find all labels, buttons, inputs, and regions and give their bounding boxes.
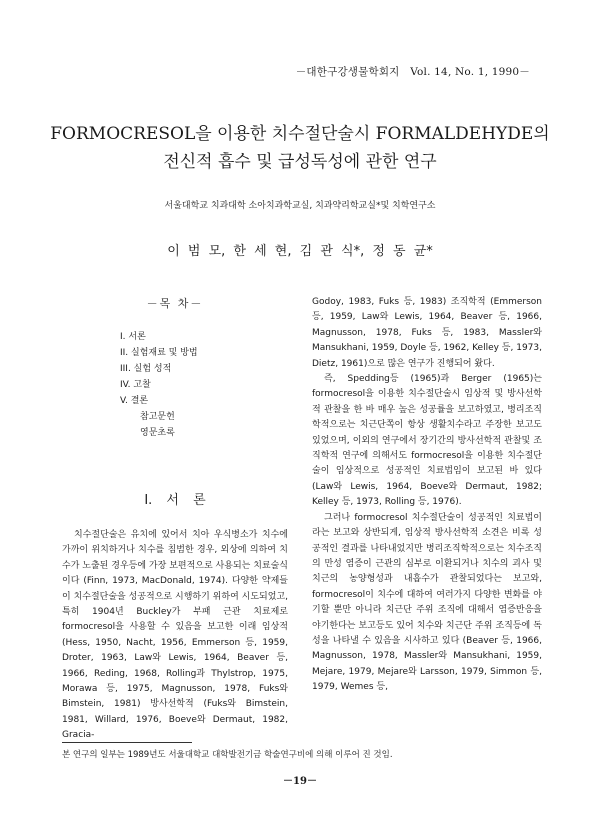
section-heading-introduction: I. 서 론 — [144, 493, 206, 508]
toc-item: 영문초록 — [140, 428, 175, 438]
page-number: －19－ — [283, 776, 317, 787]
toc-title: －목 차－ — [146, 297, 204, 310]
right-column — [312, 295, 542, 696]
table-of-contents — [62, 329, 288, 441]
toc-item: III. 실험 성적 — [120, 364, 172, 374]
left-column — [62, 295, 288, 744]
toc-item: I. 서론 — [120, 332, 146, 342]
title-line-2: 전신적 흡수 및 급성독성에 관한 연구 — [163, 152, 437, 172]
toc-item: 참고문헌 — [140, 412, 175, 422]
toc-item: V. 결론 — [120, 396, 149, 406]
toc-item: IV. 고찰 — [120, 380, 151, 390]
footnote-divider — [62, 742, 192, 743]
article-title — [0, 120, 600, 176]
toc-item: II. 실험재료 및 방법 — [120, 348, 198, 358]
body-paragraph: 치수절단술은 유치에 있어서 치아 우식병소가 치수에 가까이 위치하거나 치수를 침범한 경우, 외상에 의하여 치수가 노출된 경우등에 가장 보편적으로 사용되는 치료술식이다 (Finn, 1973, MacDonald, 1974). 다양한 약제들이 치수절단술을 성공적으로 시행하기 위하여 시도되었고, 특히 1904년 Buckley가 부패 근관 치료제로 formocresol을 사용할 수 있음을 보고한 이래 임상적 (Hess, 1950, Nacht, 1956, Emmerson 등, 1959, Droter, 1963, Law와 Lewis, 1964, Beaver 등, 1966, Reding, 1968, Rolling과 Thylstrop, 1975, Morawa 등, 1975, Magnusson, 1978, Fuks와 Bimstein, 1981) 방사선학적 (Fuks와 Bimstein, 1981, Willard, 1976, Boeve와 Dermaut, 1982, Gracia- — [62, 530, 288, 741]
journal-header: －대한구강생물학회지 Vol. 14, No. 1, 1990－ — [295, 66, 530, 78]
footnote: 본 연구의 일부는 1989년도 서울대학교 대학발전기금 학술연구비에 의해 이루어 진 것임. — [62, 750, 393, 760]
body-paragraph: 그러나 formocresol 치수절단술이 성공적인 치료법이라는 보고와 상반되게, 임상적 방사선학적 소견은 비록 성공적인 결과를 나타내었지만 병리조직학적으로는 치수조직의 만성 염증이 근관의 심부로 이환되거나 치수의 괴사 및 치근의 농양형성과 내흡수가 관찰되었다는 보고와, formocresol이 치수에 대하여 여러가지 다양한 변화를 야기할 뿐만 아니라 치근단 주위 조직에 대해서 염증반응을 야기한다는 보고등도 있어 치수와 치근단 주위 조직등에 독성을 나타낼 수 있음을 시사하고 있다 (Beaver 등, 1966, Magnusson, 1978, Massler와 Mansukhani, 1959, Mejare, 1979, Mejare와 Larsson, 1979, Simmon 등, 1979, Wemes 등, — [312, 512, 542, 693]
affiliation: 서울대학교 치과대학 소아치과학교실, 치과약리학교실*및 치학연구소 — [164, 201, 436, 211]
body-paragraph: Godoy, 1983, Fuks 등, 1983) 조직학적 (Emmerson 등, 1959, Law와 Lewis, 1964, Beaver 등, 1966, Magnusson, 1978, Fuks 등, 1983, Massler와 Mansukhani, 1959, Doyle 등, 1962, Kelley 등, 1973, Dietz, 1961)으로 많은 연구가 진행되어 왔다. — [312, 297, 542, 369]
body-paragraph: 즉, Spedding등 (1965)과 Berger (1965)는 formocresol을 이용한 치수절단술시 임상적 및 방사선학적 관찰을 한 바 매우 높은 성공률을 보고하였고, 병리조직학적으로는 치근단쪽이 항상 생활치수라고 주장한 보고도 있었으며, 이외의 연구에서 장기간의 방사선학적 관찰및 조직학적 연구에 의해서도 formocresol을 이용한 치수절단술이 임상적으로 성공적인 치료법임이 보고된 바 있다 (Law와 Lewis, 1964, Boeve와 Dermaut, 1982; Kelley 등, 1973, Rolling 등, 1976). — [312, 374, 542, 508]
title-line-1: FORMOCRESOL을 이용한 치수절단술시 FORMALDEHYDE의 — [50, 124, 550, 144]
authors: 이 범 모, 한 세 현, 김 관 식*, 정 동 균* — [167, 244, 433, 259]
